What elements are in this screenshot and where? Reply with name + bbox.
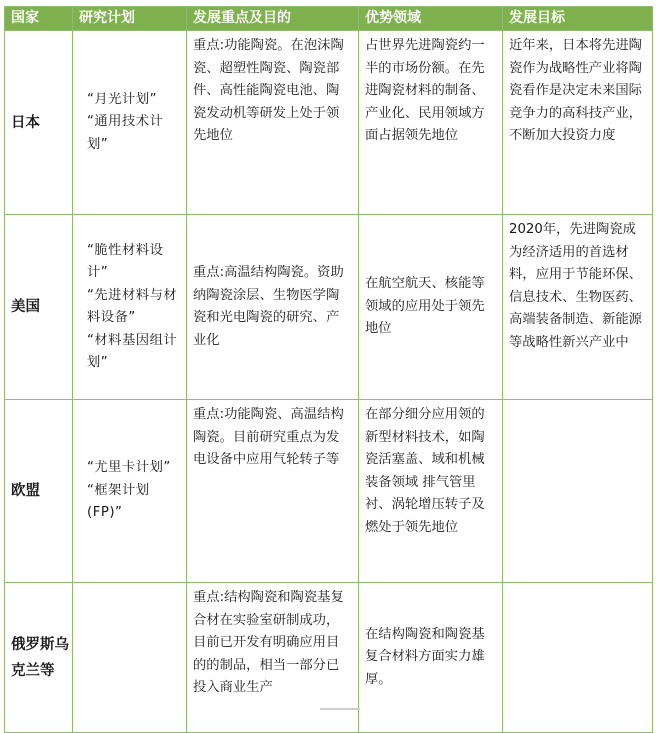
table-row-eu	[5, 400, 653, 583]
plan-item: “框架计划(FP)”	[87, 482, 150, 521]
focus-cell: 重点:功能陶瓷、高温结构陶瓷。目前研究重点为发电设备中应用气轮转子等	[187, 400, 359, 583]
advantage-cell: 在结构陶瓷和陶瓷基复合材料方面实力雄厚。	[359, 583, 503, 733]
focus-cell: 重点:结构陶瓷和陶瓷基复合材在实验室研制成功，目前已开发有明确应用目的的制品，相当一部分已投入商业生产	[187, 583, 359, 733]
plan-cell	[73, 400, 187, 583]
table-row-japan	[5, 31, 653, 215]
advantage-cell: 在航空航天、核能等领域的应用处于领先地位	[359, 215, 503, 400]
table-row-russia-ukraine	[5, 583, 653, 733]
advantage-cell: 在部分细分应用领的新型材料技术，如陶瓷活塞盖、域和机械装备领域 排气管里衬、涡轮增压转子及燃处于领先地位	[359, 400, 503, 583]
page-edge-mark	[320, 708, 360, 710]
plan-cell	[73, 215, 187, 400]
header-research-plan: 研究计划	[73, 7, 187, 31]
advanced-ceramics-comparison-table	[4, 6, 653, 733]
plan-cell	[73, 583, 187, 733]
country-cell: 日本	[5, 31, 73, 215]
plan-item: “通用技术计划”	[87, 114, 164, 152]
header-country: 国家	[5, 7, 73, 31]
focus-cell: 重点:功能陶瓷。在泡沫陶瓷、超塑性陶瓷、陶瓷部件、高性能陶瓷电池、陶瓷发动机等研发上处于领先地位	[187, 31, 359, 215]
plan-item: “先进材料与材料设备”	[87, 287, 178, 325]
plan-item: “尤里卡计划”	[87, 460, 171, 476]
table-row-usa	[5, 215, 653, 400]
country-cell: 欧盟	[5, 400, 73, 583]
goal-cell	[503, 583, 653, 733]
header-goal: 发展目标	[503, 7, 653, 31]
header-advantage: 优势领域	[359, 7, 503, 31]
goal-cell: 近年来，日本将先进陶瓷作为战略性产业将陶瓷看作是决定未来国际竞争力的高科技产业，不断加大投资力度	[503, 31, 653, 215]
focus-cell: 重点:高温结构陶瓷。资助纳陶瓷涂层、生物医学陶瓷和光电陶瓷的研究、产业化	[187, 215, 359, 400]
plan-item: “脆性材料设计”	[87, 242, 164, 280]
country-cell: 俄罗斯乌克兰等	[5, 583, 73, 733]
header-focus: 发展重点及目的	[187, 7, 359, 31]
goal-cell	[503, 400, 653, 583]
country-cell: 美国	[5, 215, 73, 400]
plan-item: “月光计划”	[87, 91, 157, 107]
plan-cell	[73, 31, 187, 215]
goal-cell: 2020年，先进陶瓷成为经济适用的首选材料，应用于节能环保、信息技术、生物医药、高端装备制造、新能源等战略性新兴产业中	[503, 215, 653, 400]
table-header-row	[5, 7, 653, 31]
advantage-cell: 占世界先进陶瓷约一半的市场份额。在先进陶瓷材料的制备、产业化、民用领域方面占据领先地位	[359, 31, 503, 215]
comparison-table-container	[4, 6, 652, 733]
plan-item: “材料基因组计划”	[87, 332, 178, 370]
